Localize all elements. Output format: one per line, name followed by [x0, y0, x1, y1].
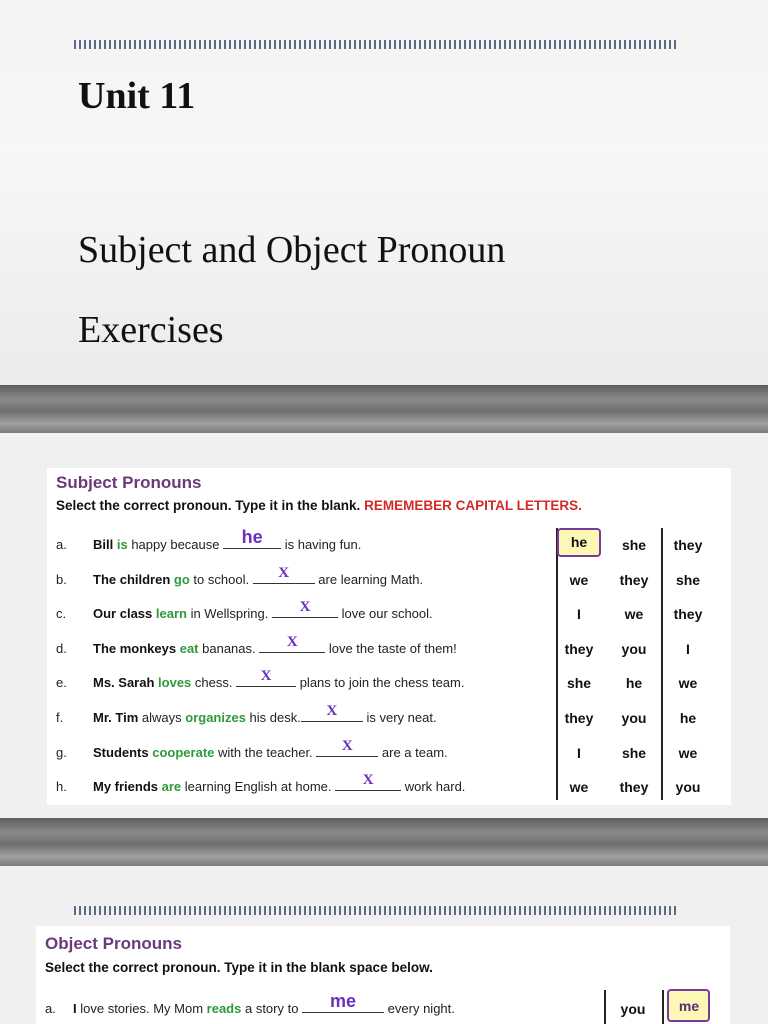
- answer-text: X: [278, 564, 290, 581]
- worksheet-instruction: Select the correct pronoun. Type it in the blank space below.: [45, 960, 433, 975]
- item-letter: d.: [56, 640, 67, 656]
- pronoun-option[interactable]: you: [621, 640, 647, 657]
- exercise-row: [47, 701, 731, 735]
- pronoun-option[interactable]: we: [678, 744, 698, 761]
- item-letter: c.: [56, 606, 67, 622]
- answer-text: X: [260, 668, 272, 685]
- pronoun-option[interactable]: he: [679, 710, 697, 726]
- answer-text: X: [326, 703, 338, 719]
- exercise-row: [47, 632, 731, 666]
- exercise-sentence: The monkeys eat bananas. X love the taste of them!: [93, 633, 457, 656]
- object-pronoun-worksheet: [36, 926, 730, 1024]
- slide-divider-band: [0, 385, 768, 433]
- slide-subtitle-exercises: Exercises: [78, 309, 224, 351]
- pronoun-option-selected[interactable]: me: [678, 998, 700, 1014]
- exercise-sentence: Ms. Sarah loves chess. X plans to join the chess team.: [93, 668, 465, 691]
- exercise-sentence: My friends are learning English at home. X work hard.: [93, 772, 466, 795]
- exercise-row: [47, 563, 731, 597]
- exercise-row: [47, 736, 731, 770]
- subject-pronoun-worksheet: [47, 468, 731, 805]
- answer-text: X: [362, 772, 374, 789]
- item-letter: a.: [56, 537, 67, 552]
- exercise-sentence: I love stories. My Mom reads a story to me every night.: [73, 991, 455, 1016]
- answer-blank[interactable]: [316, 737, 378, 757]
- answer-text: me: [330, 991, 357, 1011]
- answer-text: X: [341, 737, 353, 754]
- exercise-row: [47, 770, 731, 804]
- pronoun-option-selected[interactable]: he: [570, 534, 588, 550]
- pronoun-option[interactable]: they: [673, 606, 703, 623]
- pronoun-option[interactable]: they: [619, 779, 649, 796]
- pronoun-option[interactable]: we: [569, 571, 589, 588]
- pronoun-option[interactable]: we: [569, 779, 589, 796]
- pronoun-option[interactable]: he: [625, 675, 643, 692]
- pronoun-option[interactable]: she: [621, 537, 647, 553]
- answer-blank[interactable]: [301, 703, 363, 722]
- answer-text: X: [299, 599, 311, 616]
- item-letter: g.: [56, 744, 67, 760]
- slide-divider-band: [0, 818, 768, 866]
- worksheet-heading: Object Pronouns: [45, 934, 182, 953]
- answer-blank[interactable]: [259, 633, 325, 653]
- pronoun-option[interactable]: she: [675, 571, 701, 588]
- slide-subtitle: Subject and Object Pronoun: [78, 229, 506, 271]
- decorative-dash-bar: [74, 40, 678, 49]
- item-letter: f.: [56, 710, 64, 725]
- item-letter: e.: [56, 675, 67, 691]
- pronoun-option[interactable]: she: [566, 675, 592, 692]
- worksheet-instruction: Select the correct pronoun. Type it in the blank. REMEMEBER CAPITAL LETTERS.: [56, 498, 582, 513]
- answer-blank[interactable]: [272, 599, 338, 618]
- exercise-sentence: Students cooperate with the teacher. X are a team.: [93, 737, 448, 760]
- exercise-sentence: Our class learn in Wellspring. X love our school.: [93, 599, 433, 622]
- answer-blank[interactable]: [253, 564, 315, 584]
- pronoun-option[interactable]: I: [577, 744, 581, 761]
- exercise-row: [36, 992, 730, 1024]
- answer-blank[interactable]: [335, 772, 401, 791]
- answer-blank[interactable]: [236, 668, 296, 687]
- exercise-row: [47, 528, 731, 562]
- pronoun-option[interactable]: they: [564, 640, 594, 657]
- item-letter: h.: [56, 779, 67, 795]
- pronoun-option[interactable]: you: [620, 1001, 646, 1017]
- pronoun-option[interactable]: you: [621, 710, 647, 726]
- pronoun-option[interactable]: we: [678, 675, 698, 692]
- worksheet-heading: Subject Pronouns: [56, 473, 202, 492]
- decorative-dash-bar: [74, 906, 678, 915]
- answer-blank[interactable]: [302, 991, 384, 1013]
- pronoun-option[interactable]: they: [673, 537, 703, 553]
- pronoun-option[interactable]: they: [619, 571, 649, 588]
- pronoun-option[interactable]: they: [564, 710, 594, 726]
- pronoun-option[interactable]: you: [675, 779, 701, 796]
- answer-text: X: [286, 633, 298, 650]
- pronoun-option[interactable]: I: [686, 640, 690, 657]
- pronoun-option[interactable]: she: [621, 744, 647, 761]
- exercise-row: [47, 597, 731, 631]
- exercise-sentence: The children go to school. X are learning Math.: [93, 564, 424, 587]
- capital-letters-warning: REMEMEBER CAPITAL LETTERS.: [364, 498, 582, 513]
- answer-blank[interactable]: [223, 527, 281, 549]
- title-slide: [0, 0, 768, 385]
- item-letter: b.: [56, 571, 67, 587]
- exercise-sentence: Mr. Tim always organizes his desk. X is very neat.: [93, 703, 437, 725]
- answer-text: he: [241, 527, 263, 547]
- unit-title: Unit 11: [78, 75, 196, 117]
- exercise-sentence: Bill is happy because he is having fun.: [93, 527, 362, 552]
- item-letter: a.: [45, 1001, 56, 1016]
- pronoun-option[interactable]: we: [624, 606, 644, 623]
- exercise-row: [47, 666, 731, 700]
- pronoun-option[interactable]: I: [577, 606, 581, 623]
